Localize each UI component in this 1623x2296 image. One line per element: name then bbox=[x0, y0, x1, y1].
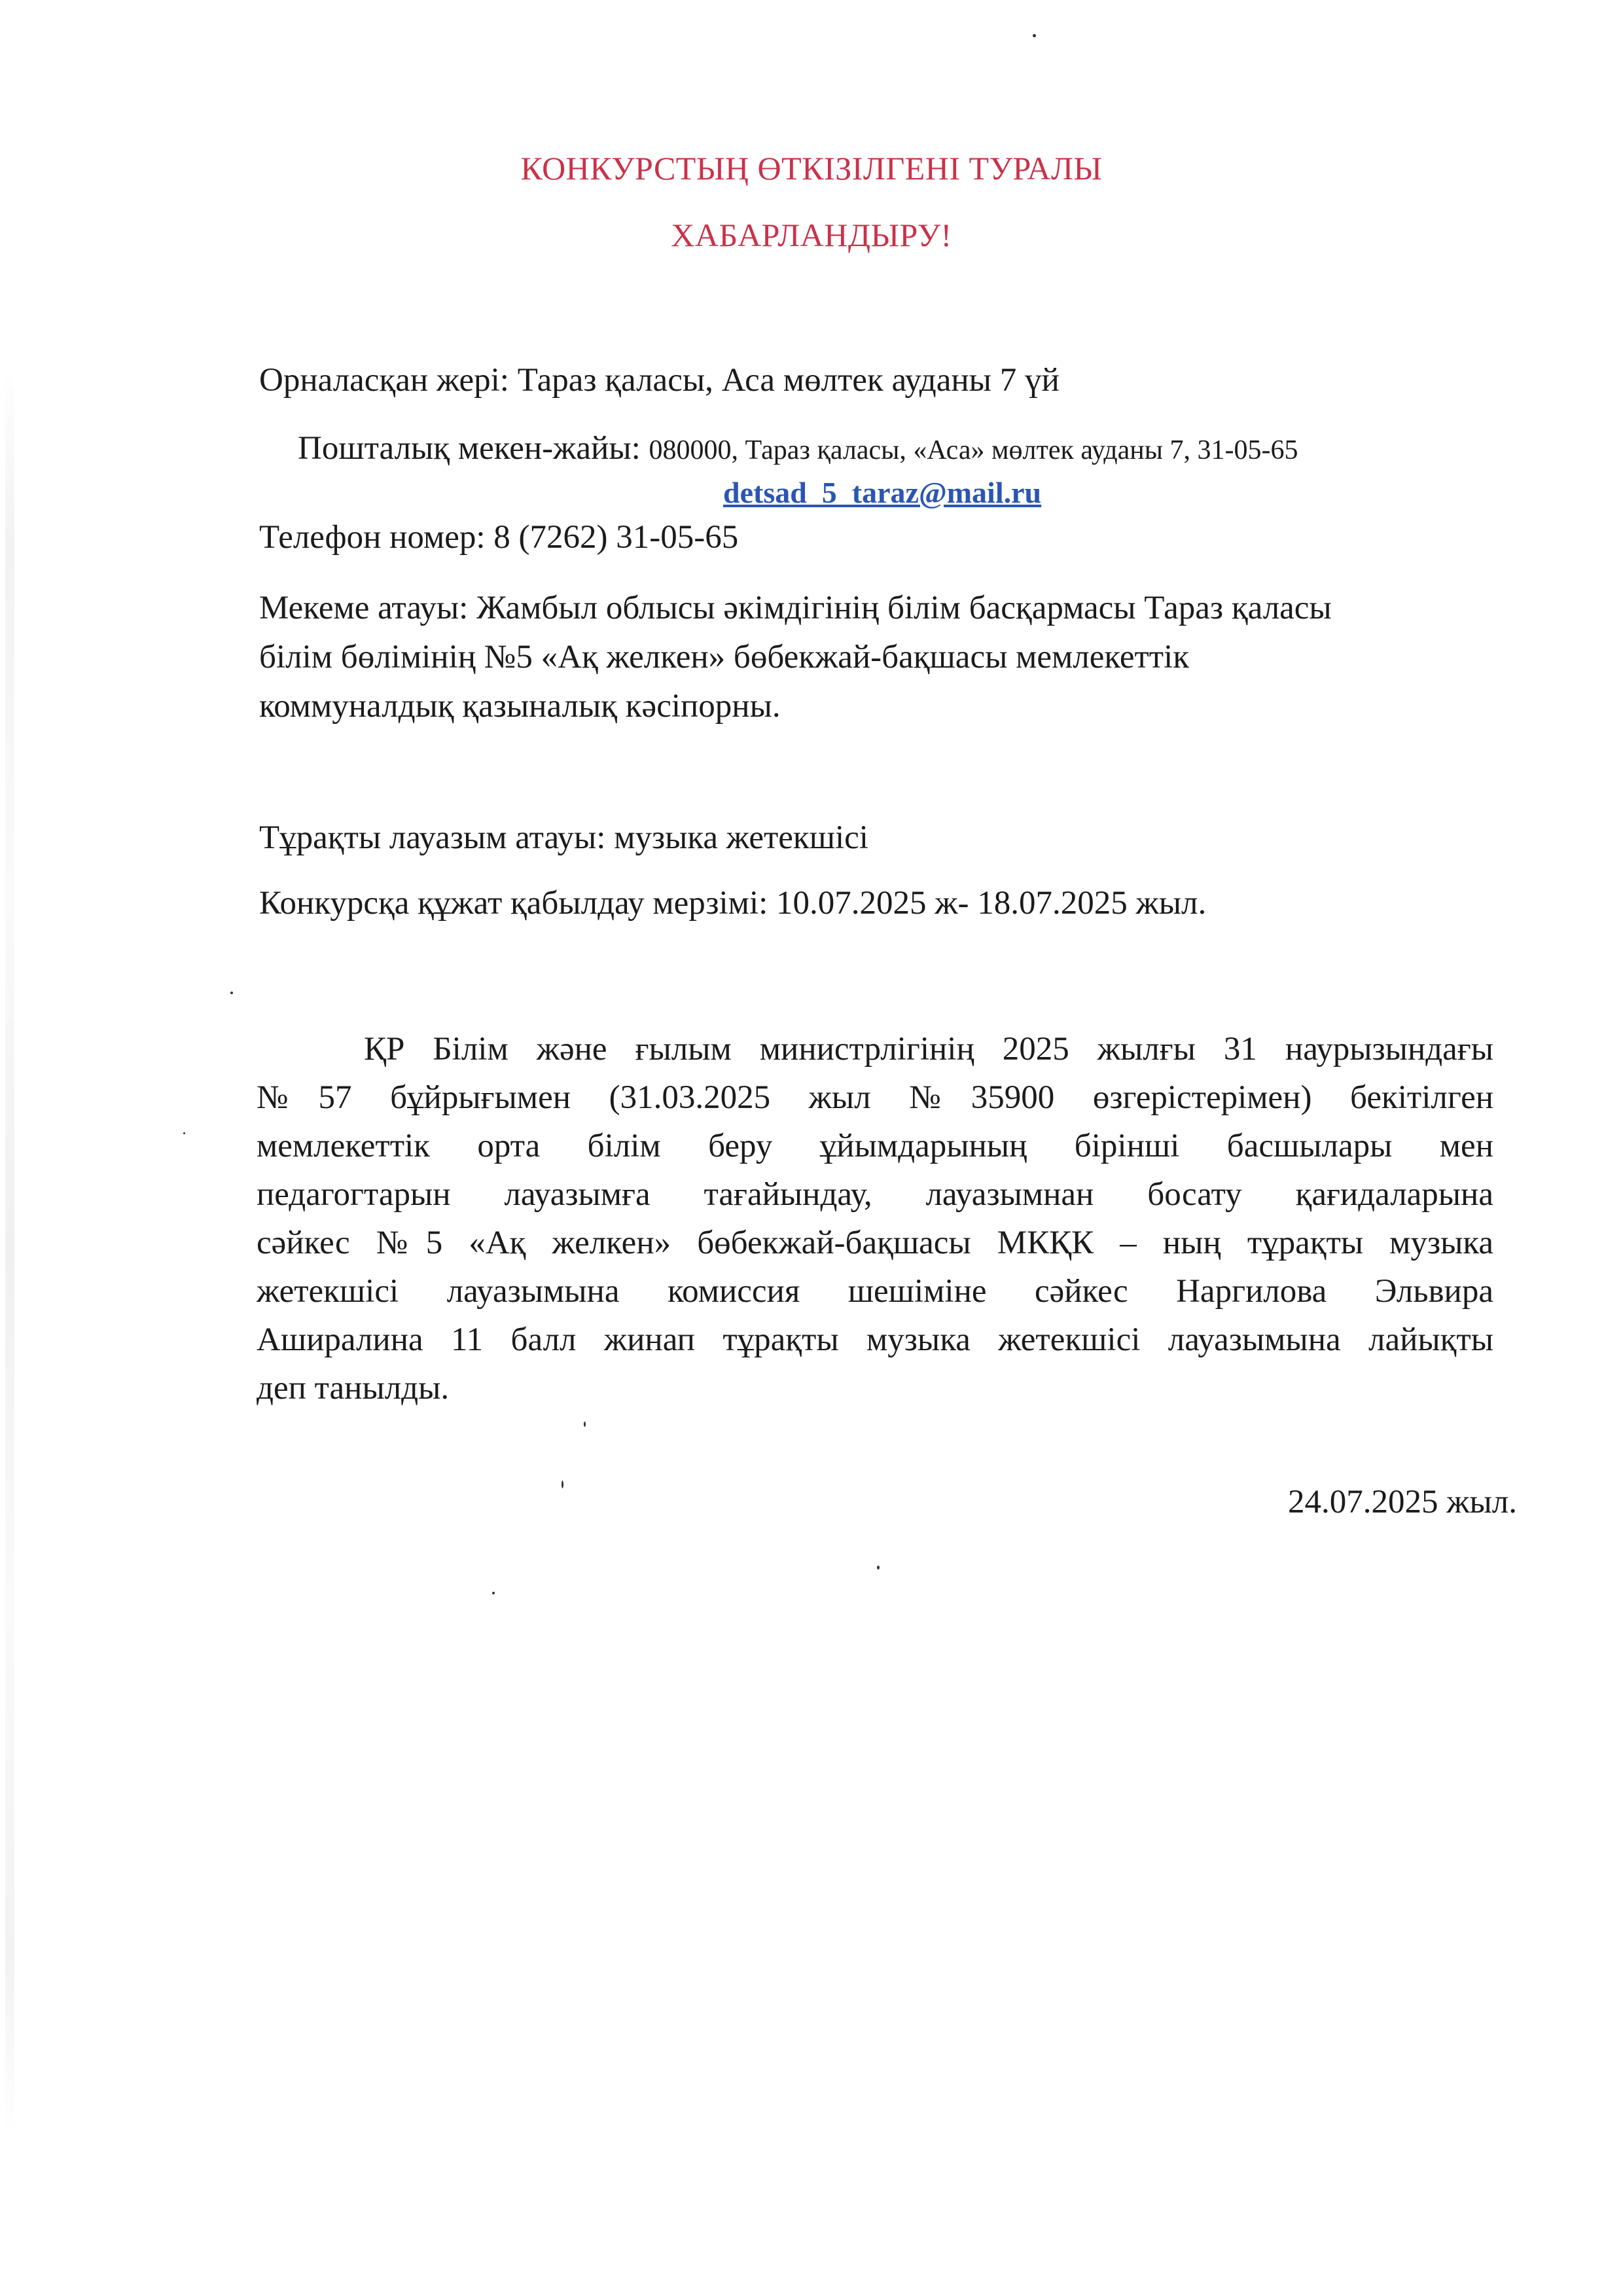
organization-label: Мекеме атауы: bbox=[259, 590, 469, 626]
organization-line-2: білім бөлімінің №5 «Ақ желкен» бөбекжай-бақшасы мемлекеттік bbox=[259, 639, 1190, 675]
body-line: сәйкес №5 «Ақ желкен» бөбекжай-бақшасы МКҚК – ның тұрақты музыка bbox=[257, 1225, 1493, 1261]
postal-value: 080000, Тараз қаласы, «Аса» мөлтек ауданы 7, 31-05-65 bbox=[649, 435, 1298, 465]
scan-speck bbox=[1033, 34, 1036, 37]
organization-row-1 bbox=[259, 584, 1503, 633]
phone-label: Телефон номер: bbox=[259, 519, 486, 556]
body-line: мемлекеттік орта білім беру ұйымдарының бірінші басшылары мен bbox=[257, 1128, 1493, 1164]
organization-line-3: коммуналдық қазыналық кәсіпорны. bbox=[259, 688, 781, 725]
organization-block bbox=[259, 584, 1503, 731]
body-line: Аширалина 11 балл жинап тұрақты музыка жетекшісі лауазымына лайықты bbox=[257, 1321, 1493, 1358]
scan-speck bbox=[183, 1132, 185, 1134]
deadline-line bbox=[259, 887, 1206, 920]
document-date: 24.07.2025 жыл. bbox=[1288, 1484, 1517, 1520]
email-link[interactable]: detsad_5_taraz@mail.ru bbox=[723, 476, 1042, 509]
scan-speck bbox=[562, 1480, 563, 1488]
scan-speck bbox=[877, 1566, 880, 1570]
body-line: деп танылды. bbox=[257, 1370, 450, 1407]
location-value: Тараз қаласы, Аса мөлтек ауданы 7 үй bbox=[517, 362, 1060, 399]
position-label: Тұрақты лауазым атауы: bbox=[259, 819, 606, 856]
body-line: №57 бұйрығымен (31.03.2025 жыл №35900 өзгерістерімен) бекітілген bbox=[257, 1079, 1493, 1116]
postal-address-line bbox=[298, 432, 1298, 465]
location-line bbox=[259, 364, 1060, 397]
position-value: музыка жетекшісі bbox=[614, 819, 868, 856]
deadline-label: Конкурсқа құжат қабылдау мерзімі: bbox=[259, 885, 768, 922]
title-line-2: ХАБАРЛАНДЫРУ! bbox=[671, 217, 952, 253]
deadline-value: 10.07.2025 ж- 18.07.2025 жыл. bbox=[776, 885, 1207, 922]
scan-edge-shadow bbox=[5, 367, 14, 2134]
body-paragraph bbox=[257, 1025, 1493, 1412]
scan-speck bbox=[492, 1592, 495, 1594]
organization-line-1: Жамбыл облысы әкімдігінің білім басқармасы Тараз қаласы bbox=[476, 590, 1332, 626]
body-line: жетекшісі лауазымына комиссия шешіміне сәйкес Наргилова Эльвира bbox=[257, 1273, 1493, 1310]
phone-line bbox=[259, 521, 738, 554]
scan-speck bbox=[584, 1422, 586, 1427]
title-line-1: КОНКУРСТЫҢ ӨТКІЗІЛГЕНІ ТУРАЛЫ bbox=[520, 150, 1103, 187]
phone-value: 8 (7262) 31-05-65 bbox=[493, 519, 739, 556]
location-label: Орналасқан жері: bbox=[259, 362, 509, 399]
body-line: ҚР Білім және ғылым министрлігінің 2025 жылғы 31 наурызындағы bbox=[364, 1031, 1493, 1067]
body-line: педагогтарын лауазымға тағайындау, лауазымнан босату қағидаларына bbox=[257, 1176, 1493, 1213]
position-line bbox=[259, 821, 868, 855]
postal-label: Пошталық мекен-жайы: bbox=[298, 430, 641, 467]
scan-speck bbox=[230, 992, 233, 994]
